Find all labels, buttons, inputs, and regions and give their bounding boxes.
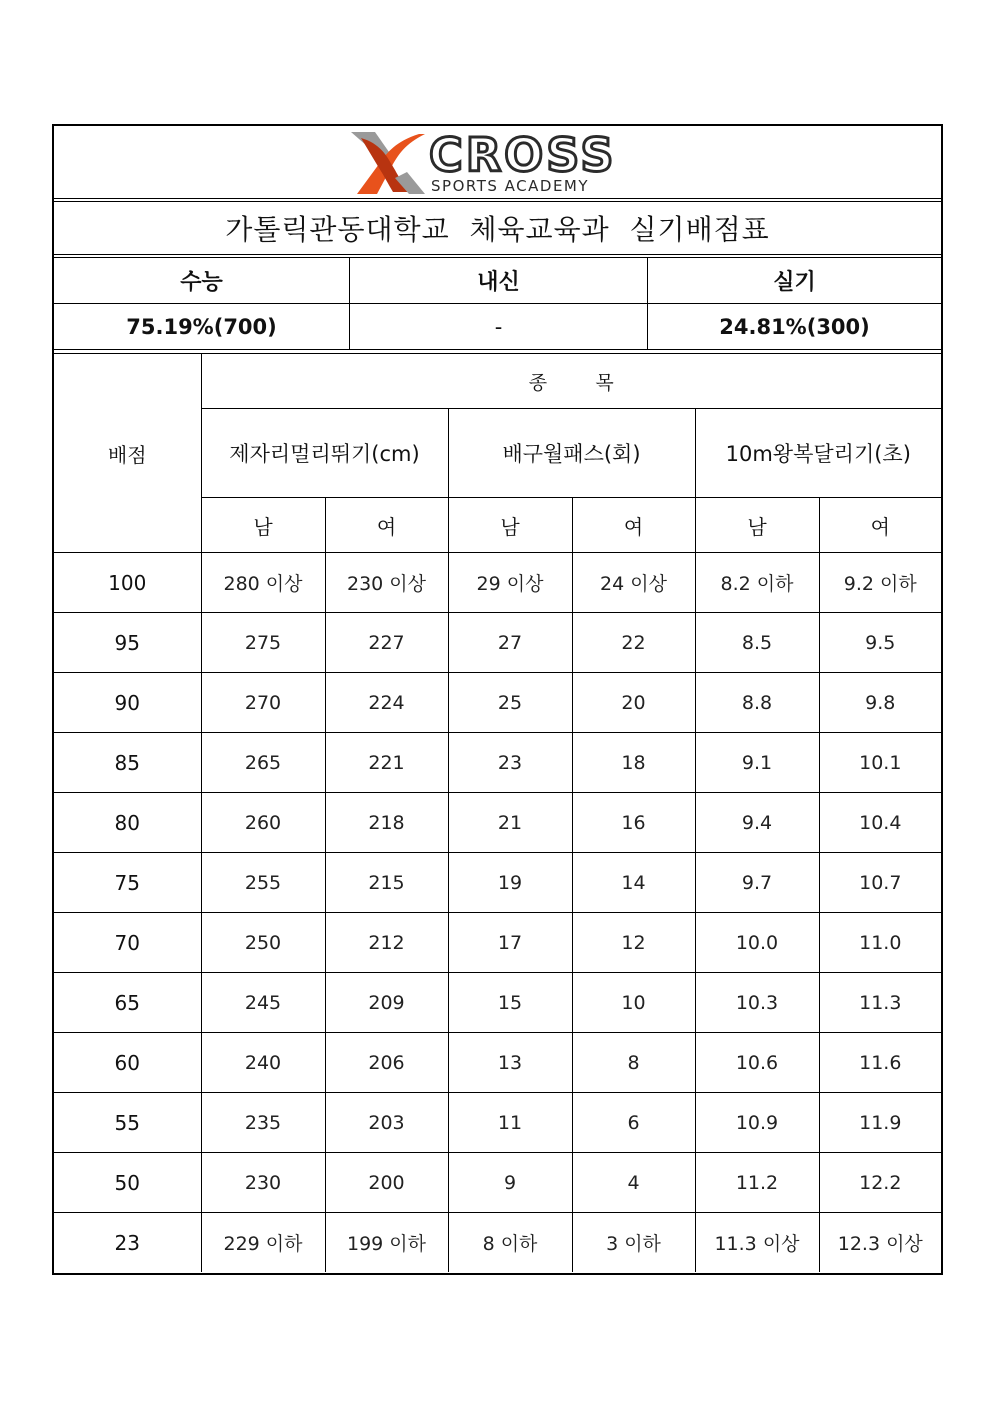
table-cell: 29 이상	[448, 553, 572, 613]
score-value: 23	[54, 1213, 201, 1273]
table-cell: 265	[201, 733, 325, 793]
table-row	[54, 1153, 941, 1213]
table-cell: 11	[448, 1093, 572, 1153]
table-cell: 235	[201, 1093, 325, 1153]
table-cell: 22	[572, 613, 695, 673]
table-cell: 10.0	[695, 913, 819, 973]
table-cell: 227	[325, 613, 448, 673]
table-cell: 230 이상	[325, 553, 448, 613]
table-cell: 20	[572, 673, 695, 733]
table-cell: 199 이하	[325, 1213, 448, 1273]
table-row	[54, 1213, 941, 1273]
event-volleyball-wall-pass: 배구월패스(회)	[448, 409, 695, 498]
score-value: 80	[54, 793, 201, 853]
table-cell: 8.2 이하	[695, 553, 819, 613]
table-cell: 8 이하	[448, 1213, 572, 1273]
table-cell: 11.9	[819, 1093, 941, 1153]
score-value: 85	[54, 733, 201, 793]
table-cell: 3 이하	[572, 1213, 695, 1273]
logo-wordmark: CROSS	[429, 128, 617, 182]
table-cell: 11.0	[819, 913, 941, 973]
gender-male: 남	[201, 498, 325, 553]
table-cell: 10.4	[819, 793, 941, 853]
table-cell: 245	[201, 973, 325, 1033]
table-cell: 6	[572, 1093, 695, 1153]
cross-logo	[349, 130, 649, 196]
ratio-table	[54, 257, 941, 350]
table-cell: 212	[325, 913, 448, 973]
table-cell: 12	[572, 913, 695, 973]
score-value: 95	[54, 613, 201, 673]
score-value: 100	[54, 553, 201, 613]
table-cell: 209	[325, 973, 448, 1033]
table-cell: 240	[201, 1033, 325, 1093]
document-frame	[52, 124, 943, 1275]
table-cell: 23	[448, 733, 572, 793]
table-cell: 8.5	[695, 613, 819, 673]
table-cell: 10	[572, 973, 695, 1033]
gender-female: 여	[819, 498, 941, 553]
logo-header	[54, 126, 941, 199]
table-cell: 8.8	[695, 673, 819, 733]
table-cell: 9.7	[695, 853, 819, 913]
table-cell: 10.9	[695, 1093, 819, 1153]
ratio-header-suneung: 수능	[54, 258, 350, 304]
table-row	[54, 793, 941, 853]
cross-x-mark-icon	[349, 130, 427, 196]
table-cell: 229 이하	[201, 1213, 325, 1273]
table-cell: 12.3 이상	[819, 1213, 941, 1273]
table-cell: 13	[448, 1033, 572, 1093]
table-row	[54, 613, 941, 673]
score-rows	[54, 553, 941, 1273]
table-cell: 9.8	[819, 673, 941, 733]
event-group-label: 종 목	[201, 354, 941, 409]
ratio-header-naesin: 내신	[350, 258, 648, 304]
table-row	[54, 913, 941, 973]
table-cell: 19	[448, 853, 572, 913]
logo-subtitle: SPORTS ACADEMY	[431, 177, 590, 195]
table-cell: 27	[448, 613, 572, 673]
table-cell: 12.2	[819, 1153, 941, 1213]
gender-female: 여	[572, 498, 695, 553]
event-10m-shuttle-run: 10m왕복달리기(초)	[695, 409, 941, 498]
score-value: 60	[54, 1033, 201, 1093]
score-value: 65	[54, 973, 201, 1033]
ratio-value-naesin: -	[350, 304, 648, 350]
table-cell: 8	[572, 1033, 695, 1093]
ratio-value-silgi: 24.81%(300)	[648, 304, 942, 350]
score-value: 90	[54, 673, 201, 733]
table-cell: 255	[201, 853, 325, 913]
table-row	[54, 1033, 941, 1093]
table-cell: 11.3	[819, 973, 941, 1033]
table-cell: 9.4	[695, 793, 819, 853]
table-row	[54, 973, 941, 1033]
table-row	[54, 1093, 941, 1153]
table-cell: 10.7	[819, 853, 941, 913]
gender-male: 남	[695, 498, 819, 553]
score-value: 55	[54, 1093, 201, 1153]
table-row	[54, 733, 941, 793]
table-cell: 18	[572, 733, 695, 793]
score-value: 70	[54, 913, 201, 973]
table-cell: 9.5	[819, 613, 941, 673]
table-cell: 230	[201, 1153, 325, 1213]
table-cell: 10.1	[819, 733, 941, 793]
table-row	[54, 853, 941, 913]
gender-female: 여	[325, 498, 448, 553]
table-cell: 9.1	[695, 733, 819, 793]
ratio-header-row	[54, 258, 941, 304]
page-title: 가톨릭관동대학교 체육교육과 실기배점표	[54, 202, 941, 255]
table-cell: 280 이상	[201, 553, 325, 613]
table-cell: 9	[448, 1153, 572, 1213]
table-cell: 4	[572, 1153, 695, 1213]
table-cell: 10.3	[695, 973, 819, 1033]
table-cell: 11.3 이상	[695, 1213, 819, 1273]
table-row	[54, 673, 941, 733]
ratio-header-silgi: 실기	[648, 258, 942, 304]
table-cell: 215	[325, 853, 448, 913]
table-cell: 9.2 이하	[819, 553, 941, 613]
table-cell: 14	[572, 853, 695, 913]
table-cell: 10.6	[695, 1033, 819, 1093]
table-cell: 24 이상	[572, 553, 695, 613]
table-cell: 260	[201, 793, 325, 853]
table-cell: 11.2	[695, 1153, 819, 1213]
score-table	[54, 353, 941, 1272]
table-cell: 11.6	[819, 1033, 941, 1093]
ratio-value-suneung: 75.19%(700)	[54, 304, 350, 350]
table-cell: 203	[325, 1093, 448, 1153]
table-cell: 200	[325, 1153, 448, 1213]
table-cell: 224	[325, 673, 448, 733]
table-cell: 21	[448, 793, 572, 853]
score-value: 75	[54, 853, 201, 913]
table-cell: 270	[201, 673, 325, 733]
table-cell: 16	[572, 793, 695, 853]
table-cell: 206	[325, 1033, 448, 1093]
table-cell: 218	[325, 793, 448, 853]
score-label: 배점	[54, 354, 201, 553]
table-cell: 17	[448, 913, 572, 973]
table-row	[54, 553, 941, 613]
table-cell: 250	[201, 913, 325, 973]
gender-male: 남	[448, 498, 572, 553]
score-value: 50	[54, 1153, 201, 1213]
table-cell: 15	[448, 973, 572, 1033]
ratio-value-row	[54, 304, 941, 350]
event-standing-long-jump: 제자리멀리뛰기(cm)	[201, 409, 448, 498]
table-cell: 221	[325, 733, 448, 793]
score-header-group-row	[54, 354, 941, 409]
table-cell: 25	[448, 673, 572, 733]
table-cell: 275	[201, 613, 325, 673]
